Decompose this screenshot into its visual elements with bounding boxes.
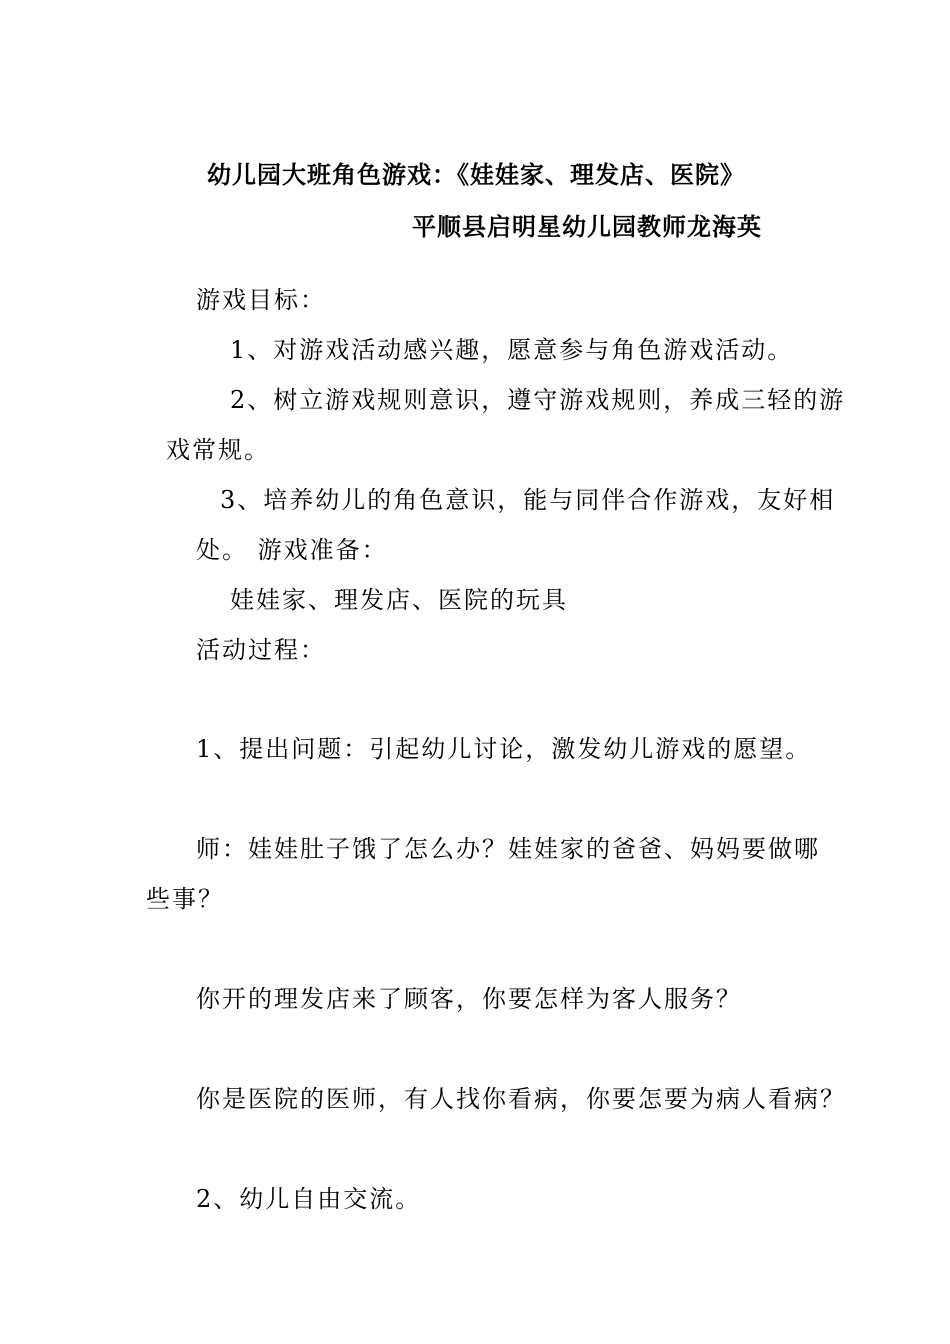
goal-item-2-line-2: 戏常规。 <box>166 436 270 464</box>
question-1-line-2: 些事？ <box>146 885 224 913</box>
goal-item-2-line-1: 2、树立游戏规则意识，遵守游戏规则，养成三轻的游 <box>230 386 846 414</box>
step-1: 1、提出问题：引起幼儿讨论，激发幼儿游戏的愿望。 <box>196 735 812 763</box>
question-2: 你开的理发店来了顾客，你要怎样为客人服务？ <box>196 985 742 1013</box>
question-3: 你是医院的医师，有人找你看病，你要怎要为病人看病？ <box>196 1085 846 1113</box>
author-line: 平顺县启明星幼儿园教师龙海英 <box>412 213 762 241</box>
document-title: 幼儿园大班角色游戏：《娃娃家、理发店、医院》 <box>207 161 745 189</box>
question-1-line-1: 师：娃娃肚子饿了怎么办？娃娃家的爸爸、妈妈要做哪 <box>196 835 820 863</box>
goal-item-3-line-2: 处。 游戏准备： <box>196 536 388 564</box>
materials-text: 娃娃家、理发店、医院的玩具 <box>230 586 568 614</box>
goals-heading: 游戏目标： <box>196 286 326 314</box>
goal-item-3-line-1: 3、培养幼儿的角色意识，能与同伴合作游戏，友好相 <box>220 486 836 514</box>
process-heading: 活动过程： <box>196 636 326 664</box>
step-2: 2、幼儿自由交流。 <box>196 1185 422 1213</box>
goal-item-1: 1、对游戏活动感兴趣，愿意参与角色游戏活动。 <box>230 336 794 364</box>
